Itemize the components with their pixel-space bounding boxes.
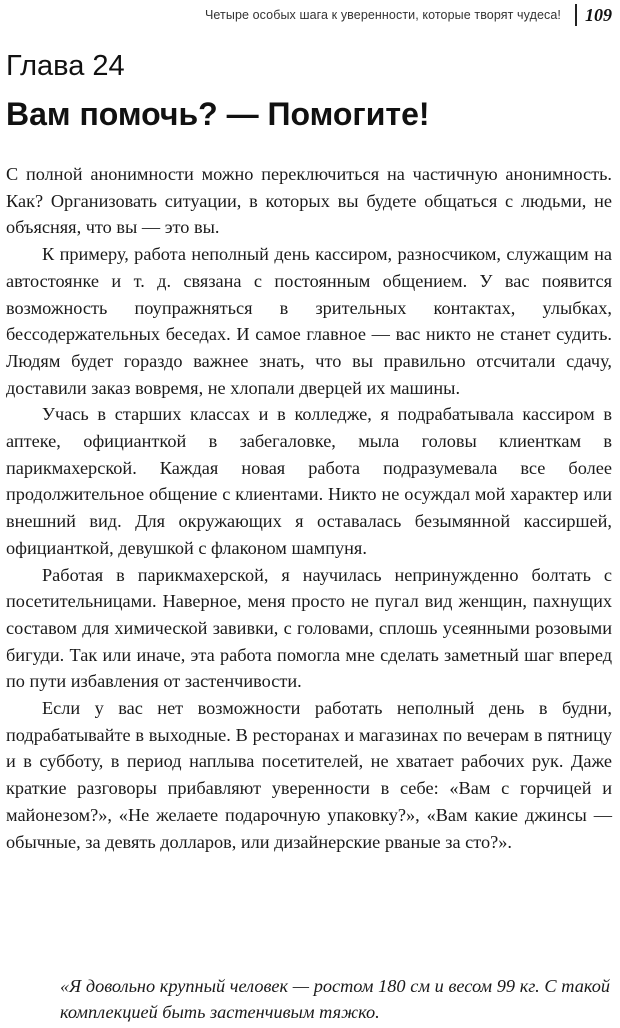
running-header [0,0,612,30]
page-number: 109 [585,4,612,25]
paragraph: Если у вас нет возможности работать неполный день в будни, подрабатывайте в выходные. В ресторанах и магазинах по вечерам в пятницу и в субботу, в период наплыва посетителей, не хватает рабочих рук. Даже краткие разговоры прибавляют уверенности в себе: «Вам с горчицей и майонезом?», «Не желаете подарочную упаковку?», «Вам какие джинсы — обычные, за девять долларов, или дизайнерские рваные за сто?». [6,698,612,852]
paragraph: Работая в парикмахерской, я научилась непринужденно болтать с посетительницами. Наверное, меня просто не пугал вид женщин, пахнущих составом для химической завивки, с головами, сплошь усеянными розовыми бигуди. Так или иначе, эта работа помогла мне сделать заметный шаг вперед по пути избавления от застенчивости. [6,564,612,692]
header-divider [575,4,577,26]
pull-quote: «Я довольно крупный человек — ростом 180 см и весом 99 кг. С такой комплекцией быть застенчивым тяжко. [60,976,610,1022]
paragraph: С полной анонимности можно переключиться на частичную анонимность. Как? Организовать ситуации, в которых вы будете общаться с людьми, не объясняя, что вы — это вы. [6,164,612,238]
body-text [6,161,612,855]
paragraph: К примеру, работа неполный день кассиром, разносчиком, служащим на автостоянке и т. д. связана с постоянным общением. У вас появится возможность поупражняться в зрительных контактах, улыбках, бессодержательных беседах. И самое главное — вас никто не станет судить. Людям будет гораздо важнее знать, что вы правильно отсчитали сдачу, доставили заказ вовремя, не хлопали дверцей их машины. [6,244,612,398]
running-header-title: Четыре особых шага к уверенности, которые творят чудеса! [204,8,561,22]
chapter-label: Глава 24 [6,50,125,82]
chapter-title: Вам помочь? — Помогите! [6,96,430,132]
paragraph: Учась в старших классах и в колледже, я подрабатывала кассиром в аптеке, официанткой в забегаловке, мыла головы клиенткам в парикмахерской. Каждая новая работа подразумевала все более продолжительное общение с клиентами. Никто не осуждал мой характер или внешний вид. Для окружающих я оставалась безымянной кассиршей, официанткой, девушкой с флаконом шампуня. [6,404,612,558]
